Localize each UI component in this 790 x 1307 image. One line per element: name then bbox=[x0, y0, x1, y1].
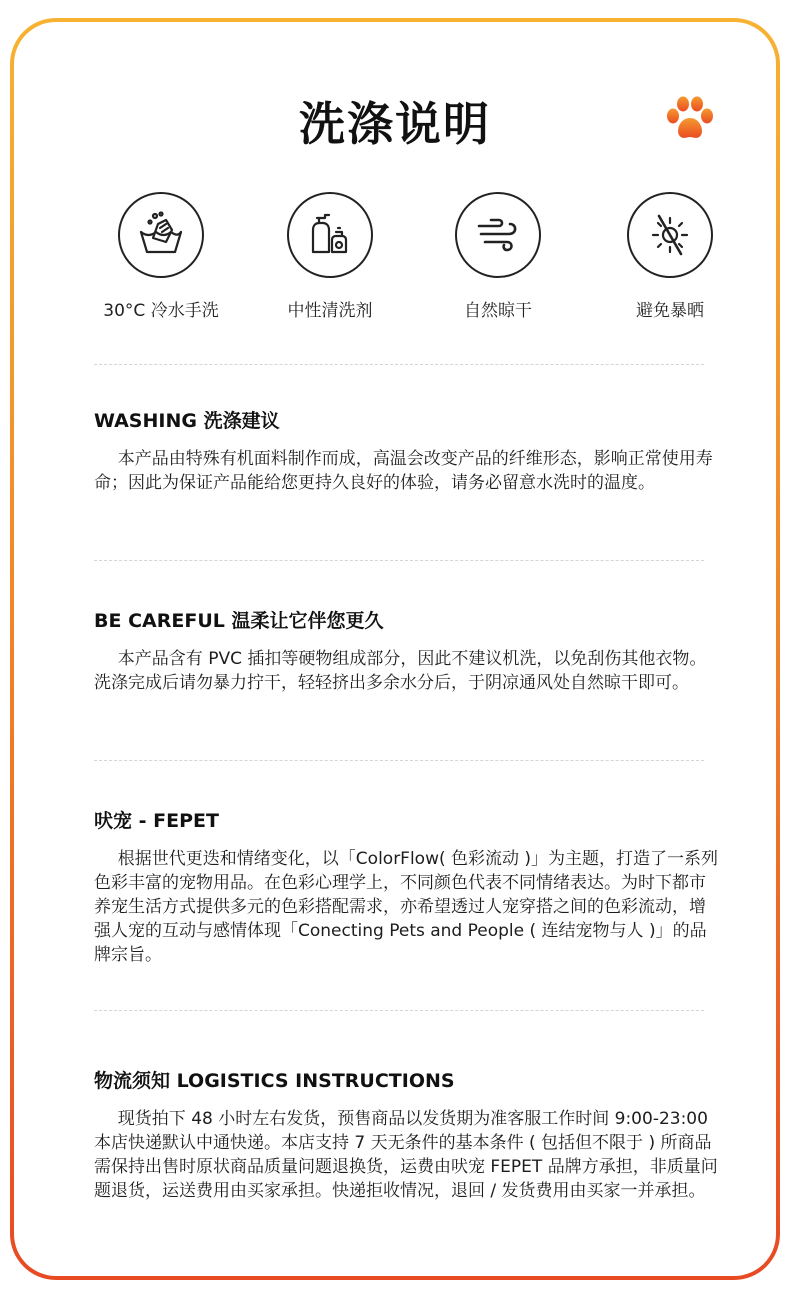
divider bbox=[94, 560, 704, 561]
care-icons-row bbox=[76, 192, 716, 332]
page-title: 洗涤说明 bbox=[299, 97, 491, 151]
section-body: 现货拍下 48 小时左右发货，预售商品以发货期为准客服工作时间 9:00-23:00 本店快递默认中通快递。本店支持 7 天无条件的基本条件 ( 包括但不限于 ) 所商品需保持出售时原状商品质量问题退换货，运费由吠宠 FEPET 品牌方承担，非质量问题退货，运送费用由买家承担。快递拒收情况，退回 / 发货费用由买家一并承担。 bbox=[94, 1109, 718, 1201]
detergent-bottles-icon bbox=[287, 192, 373, 278]
section-title: 吠宠 - FEPET bbox=[94, 810, 219, 832]
section-be-careful bbox=[94, 606, 734, 695]
section-washing bbox=[94, 406, 734, 495]
section-title: 物流须知 LOGISTICS INSTRUCTIONS bbox=[94, 1070, 455, 1092]
care-label: 30°C 冷水手洗 bbox=[103, 301, 219, 321]
no-sun-icon bbox=[627, 192, 713, 278]
paw-icon bbox=[664, 96, 716, 142]
section-logistics bbox=[94, 1066, 734, 1203]
care-label: 避免暴晒 bbox=[636, 301, 704, 321]
care-label: 自然晾干 bbox=[464, 301, 532, 321]
gradient-frame bbox=[10, 18, 780, 1280]
care-item-detergent bbox=[245, 192, 415, 321]
divider bbox=[94, 364, 704, 365]
wind-dry-icon bbox=[455, 192, 541, 278]
section-body: 本产品由特殊有机面料制作而成，高温会改变产品的纤维形态，影响正常使用寿命；因此为保证产品能给您更持久良好的体验，请务必留意水洗时的温度。 bbox=[94, 449, 713, 493]
section-brand bbox=[94, 806, 734, 967]
section-title: BE CAREFUL 温柔让它伴您更久 bbox=[94, 610, 384, 632]
divider bbox=[94, 1010, 704, 1011]
care-item-hand-wash bbox=[76, 192, 246, 321]
care-item-no-sun bbox=[585, 192, 755, 321]
section-body: 本产品含有 PVC 插扣等硬物组成部分，因此不建议机洗，以免刮伤其他衣物。洗涤完成后请勿暴力拧干，轻轻挤出多余水分后，于阴凉通风处自然晾干即可。 bbox=[94, 649, 707, 693]
hand-wash-basin-icon bbox=[118, 192, 204, 278]
divider bbox=[94, 760, 704, 761]
care-label: 中性清洗剂 bbox=[287, 301, 373, 321]
content-card bbox=[14, 22, 776, 1276]
section-body: 根据世代更迭和情绪变化，以「ColorFlow( 色彩流动 )」为主题，打造了一系列色彩丰富的宠物用品。在色彩心理学上，不同颜色代表不同情绪表达。为时下都市养宠生活方式提供多元的色彩搭配需求，亦希望透过人宠穿搭之间的色彩流动，增强人宠的互动与感情体现「Conecting Pets and People ( 连结宠物与人 )」的品牌宗旨。 bbox=[94, 849, 719, 965]
care-item-air-dry bbox=[413, 192, 583, 321]
section-title: WASHING 洗涤建议 bbox=[94, 410, 280, 432]
